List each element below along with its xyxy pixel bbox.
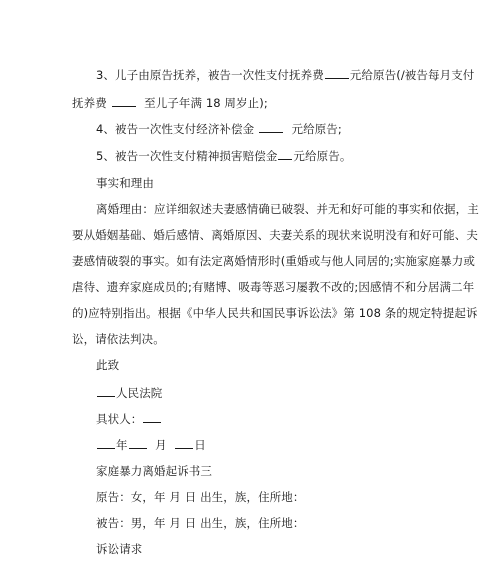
paragraph-line: 虐待、遗弃家庭成员的;有赌博、吸毒等恶习屡教不改的;因感情不和分居满二年 bbox=[72, 280, 475, 294]
court-line bbox=[96, 385, 162, 400]
blank-underline bbox=[112, 95, 136, 107]
paragraph-line: 要从婚姻基础、婚后感情、离婚原因、夫妻关系的现状来说明没有和好可能、夫 bbox=[72, 228, 478, 242]
claim-item-4-text: 4、被告一次性支付经济补偿金 bbox=[96, 122, 255, 136]
section-heading-facts: 事实和理由 bbox=[96, 176, 154, 190]
section-heading-claims: 诉讼请求 bbox=[96, 542, 143, 556]
claim-item-3-continued bbox=[72, 95, 268, 110]
claim-item-5-text: 5、被告一次性支付精神损害赔偿金 bbox=[96, 149, 278, 163]
date-month: 月 bbox=[155, 438, 167, 452]
claim-item-3-text-end: 元给原告(/被告每月支付 bbox=[349, 68, 475, 82]
claim-item-4 bbox=[96, 121, 342, 136]
paragraph-line: 的)应特别指出。根据《中华人民共和国民事诉讼法》第 108 条的规定特提起诉 bbox=[72, 306, 478, 320]
blank-underline bbox=[129, 437, 147, 449]
blank-underline bbox=[325, 67, 349, 79]
date-day: 日 bbox=[194, 438, 206, 452]
paragraph-line: 离婚理由：应详细叙述夫妻感情确已破裂、并无和好可能的事实和依据，主 bbox=[96, 202, 479, 216]
date-year: 年 bbox=[116, 438, 128, 452]
claim-item-4-end: 元给原告; bbox=[291, 122, 342, 136]
defendant-line: 被告：男，年 月 日 出生，族，住所地： bbox=[96, 516, 305, 530]
paragraph-line: 妻感情破裂的事实。如有法定离婚情形时(重婚或与他人同居的;实施家庭暴力或 bbox=[72, 254, 475, 268]
blank-underline bbox=[278, 148, 292, 160]
petitioner-label: 具状人： bbox=[96, 412, 143, 426]
claim-item-5 bbox=[96, 148, 351, 163]
claim-item-5-end: 元给原告。 bbox=[293, 149, 352, 163]
paragraph-line: 讼，请依法判决。 bbox=[72, 332, 165, 346]
court-text: 人民法院 bbox=[116, 386, 163, 400]
blank-underline bbox=[175, 437, 193, 449]
claim-item-3 bbox=[96, 67, 474, 82]
date-line bbox=[96, 437, 206, 452]
blank-underline bbox=[143, 411, 161, 423]
salutation: 此致 bbox=[96, 358, 120, 372]
blank-underline bbox=[97, 385, 115, 397]
blank-underline bbox=[259, 121, 283, 133]
blank-underline bbox=[97, 437, 115, 449]
claim-item-3-cont-text: 抚养费 bbox=[72, 96, 107, 110]
petitioner-line bbox=[96, 411, 162, 426]
document-title: 家庭暴力离婚起诉书三 bbox=[96, 464, 212, 478]
plaintiff-line: 原告：女，年 月 日 出生，族，住所地： bbox=[96, 490, 305, 504]
claim-item-3-text: 3、儿子由原告抚养，被告一次性支付抚养费 bbox=[96, 68, 324, 82]
claim-item-3-cont-end: 至儿子年满 18 周岁止); bbox=[144, 96, 268, 110]
